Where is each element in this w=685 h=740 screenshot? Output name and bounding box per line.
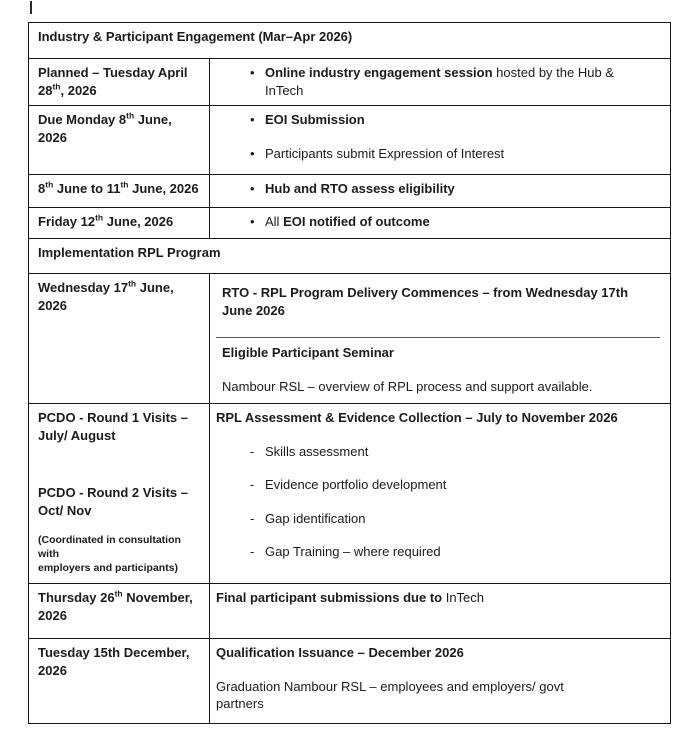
list-item-text: Gap Training – where required xyxy=(265,544,441,559)
table-row-delivery xyxy=(29,273,670,403)
dash-bullet-icon: - xyxy=(250,477,255,492)
date-cell: Friday 12th June, 2026 xyxy=(29,208,210,238)
activity-cell xyxy=(210,175,670,207)
table-row-planned xyxy=(29,58,670,105)
list-item-text: Participants submit Expression of Interest xyxy=(265,145,505,161)
list-item-text: Evidence portfolio development xyxy=(265,477,447,492)
date-cell: Tuesday 15th December, 2026 xyxy=(29,639,210,723)
activity-cell xyxy=(210,106,670,174)
activity-cell: Final participant submissions due to InTech xyxy=(216,590,485,605)
list-item xyxy=(250,111,660,129)
coordination-note: (Coordinated in consultation with employers and participants) xyxy=(38,534,181,574)
ordinal-superscript: th xyxy=(45,179,54,190)
ordinal-superscript: th xyxy=(120,179,129,190)
activity-cell xyxy=(210,274,670,403)
table-row-notify xyxy=(29,207,670,238)
date-cell xyxy=(29,404,210,583)
final-submissions-text: Final participant submissions due to xyxy=(216,590,446,605)
activity-cell xyxy=(210,639,670,723)
bullet-dot-icon: • xyxy=(250,65,255,80)
dash-bullet-icon: - xyxy=(250,510,255,526)
seminar-title: Eligible Participant Seminar xyxy=(222,345,394,360)
list-item xyxy=(250,543,660,561)
list-item-text: Gap identification xyxy=(265,510,366,526)
list-item-text: Online industry engagement session hosted by the Hub & InTech xyxy=(265,65,614,98)
round1-label: PCDO - Round 1 Visits – July/ August xyxy=(38,410,189,443)
text-cursor xyxy=(30,1,32,14)
schedule-table xyxy=(28,22,671,724)
ordinal-superscript: th xyxy=(126,110,135,121)
ordinal-superscript: th xyxy=(52,81,61,92)
table-row-assess xyxy=(29,174,670,207)
list-item xyxy=(250,510,660,528)
table-row-section1-header xyxy=(29,23,670,58)
graduation-description: Graduation Nambour RSL – employees and employers/ govt partners xyxy=(216,678,564,711)
bullet-dot-icon: • xyxy=(250,145,255,161)
bullet-dot-icon: • xyxy=(250,214,255,229)
ordinal-superscript: th xyxy=(114,588,123,599)
activity-cell xyxy=(210,59,670,105)
list-item-text: Hub and RTO assess eligibility xyxy=(265,181,455,196)
date-text: Planned – Tuesday April xyxy=(38,65,188,80)
pcdo-title: RPL Assessment & Evidence Collection – July to November 2026 xyxy=(216,410,618,425)
seminar-description: Nambour RSL – overview of RPL process and support available. xyxy=(222,378,593,394)
ordinal-superscript: th xyxy=(95,212,104,223)
list-item xyxy=(250,145,660,163)
list-item xyxy=(250,476,660,494)
activity-cell xyxy=(210,208,670,238)
date-cell: Due Monday 8th June, 2026 xyxy=(29,106,210,174)
activity-cell xyxy=(210,404,670,583)
list-item-text: EOI Submission xyxy=(265,112,365,127)
section2-title: Implementation RPL Program xyxy=(38,245,221,260)
list-item xyxy=(250,180,660,198)
qualification-title: Qualification Issuance – December 2026 xyxy=(216,645,464,660)
dash-bullet-icon: - xyxy=(250,544,255,559)
table-row-eoi-due xyxy=(29,105,670,174)
date-cell: 8th June to 11th June, 2026 xyxy=(29,175,210,207)
list-item-text: Skills assessment xyxy=(265,443,369,459)
bullet-dot-icon: • xyxy=(250,181,255,196)
list-item xyxy=(250,443,660,461)
seminar-subcell xyxy=(216,337,660,399)
bullet-dot-icon: • xyxy=(250,112,255,127)
date-cell: Thursday 26th November, 2026 xyxy=(29,584,210,638)
dash-bullet-icon: - xyxy=(250,443,255,459)
ordinal-superscript: th xyxy=(128,278,137,289)
section1-title: Industry & Participant Engagement (Mar–Apr 2026) xyxy=(38,29,353,44)
table-row-pcdo xyxy=(29,403,670,583)
date-cell: Wednesday 17th June, 2026 xyxy=(29,274,210,403)
table-row-final-submissions xyxy=(29,583,670,638)
delivery-title: RTO - RPL Program Delivery Commences – from Wednesday 17th June 2026 xyxy=(222,285,629,318)
round2-label: PCDO - Round 2 Visits – Oct/ Nov xyxy=(38,485,189,518)
date-cell: Planned – Tuesday April 28th, 2026 xyxy=(29,59,210,105)
list-item-text: All EOI notified of outcome xyxy=(265,214,430,229)
list-item xyxy=(250,213,660,231)
table-row-qualification xyxy=(29,638,670,723)
table-row-section2-header xyxy=(29,238,670,273)
list-item xyxy=(250,64,660,99)
